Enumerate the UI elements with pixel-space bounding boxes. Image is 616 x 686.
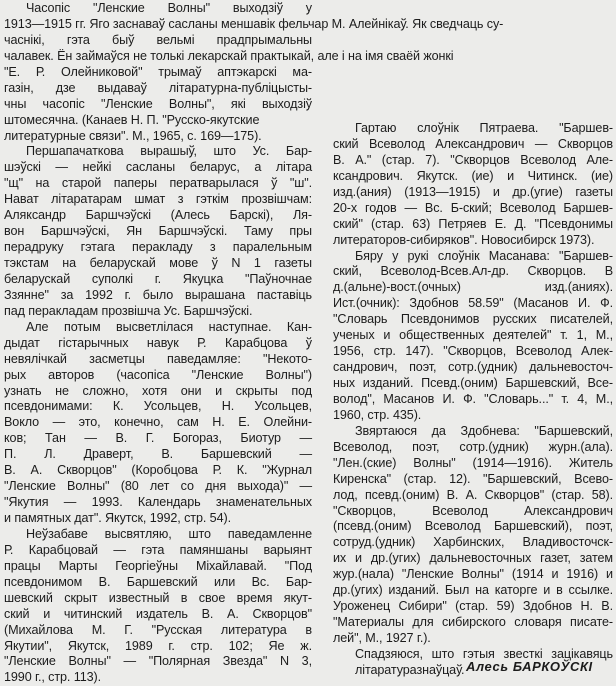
text-line: ученых и общественных деятелей" т. 1, М., [333,328,613,343]
text-line: Ззянне" за 1992 г. было вырашана паставіць [4,287,312,302]
text-line: 1956, стр. 147). "Скворцов, Всеволод Алек- [333,344,613,359]
text-line: Всеволод, поэт, сотр.(удник) журн.(ала). [333,439,613,454]
text-line: Неўзабаве высвятляю, што паведамленне [26,526,312,541]
text-line: "Ленские Волны" — "Полярная Звезда" N 3, [4,654,312,669]
text-line: лей", М., 1927 г.). [333,631,431,645]
text-line: Гартаю слоўнік Пятраева. "Баршев- [355,121,613,135]
text-line: литературные связи". М., 1965, с. 169—175). [4,128,262,143]
text-line: Але потым высветлілася наступнае. Кан- [26,319,312,334]
text-line: беларускай суполкі г. Якуцка "Паўночнае [4,271,312,286]
text-line: 1913—1915 гг. Яго заснаваў сасланы меншавік фельчар М. Алейнікаў. Як сведчаць су- [4,16,504,31]
text-line: их и др.(угих) дальневосточных газет, затем [333,551,613,566]
text-line: "Словарь Псевдонимов русских писателей, [333,312,613,327]
text-line: літаратуразнаўцаў. [355,662,465,677]
text-line: шэўскі — нейкі сасланы беларус, а літара [4,160,312,175]
text-line: перадруку гэтага перакладу з паралельным [4,240,312,255]
text-line: псевдонимами: К. Усольцев, Н. Усольцев, [4,399,312,414]
text-line: и памятных дат". Якутск, 1992, стр. 54). [4,511,231,525]
text-line: Звяртаюся да Здобнева: "Баршевский, [355,423,613,438]
text-line: (псевд.(оним) Всеволод Баршевский), поэт, [333,519,613,534]
text-line: изд.(ания) (1913—1915) и др.(угие) газеты [333,184,613,199]
text-line: Бяру у рукі слоўнік Масанава: "Баршев- [355,248,613,263]
text-line: "Материалы для сибирского словаря писате- [333,615,613,630]
text-line: П. Л. Драверт, В. Баршевский — [4,447,312,462]
text-line: Р. Карабцовай — гэта памяншаны варыянт [4,542,312,557]
text-line: "щ" на старой паперы ператварылася ў "ш". [4,176,312,191]
text-line: чалавек. Ён займаўся не толькі лекарскай практыкай, але і на імя сваёй жонкі [4,48,454,63]
text-line: 20-х годов — Вс. Б-ский; Всеволод Баршев- [333,200,613,215]
text-line: жур.(нала) "Ленские Волны" (1914 и 1916) и [333,567,613,582]
text-line: чны часопіс "Ленские Волны", які выходзіў [4,96,312,111]
text-line: шевский скрыт известный в свое время якут- [4,590,312,605]
text-line: "Ленские Волны" (80 лет со дня выхода)" — [4,479,312,494]
text-line: ский и читинский издатель В. А. Скворцов" [4,606,312,621]
text-line: д.(альне)-вост.(очных) изд.(аниях). [333,280,613,295]
text-line: лод, псевд.(оним) В. А. Скворцов" (стар. 58). [333,487,613,502]
text-line: невялічкай заcметцы паведамляе: "Некото- [4,351,312,366]
text-line: дыдат гістарычных навук Р. Карабцова ў [4,335,312,350]
text-line: (Михайлова М. Г. "Русская литература в [4,622,312,637]
text-line: Часопіс "Ленские Волны" выходзіў у [26,1,312,15]
text-line: ков; Тан — В. Г. Богораз, Биотур — [4,431,312,446]
text-line: Ист.(очник): Здобнов 58.59" (Масанов И. Ф. [333,296,613,311]
text-line: ский" (стар. 63) Петряев Е. Д. "Псевдонимы [333,216,613,231]
text-line: штомесячна. (Канаев Н. П. "Русско-якутские [4,112,260,127]
text-line: газін, дзе выдаваў літаратурна-публіцысты- [4,80,312,95]
text-line: ский Всеволод Александрович — Скворцов [333,136,613,151]
text-line: вон Баршчэўскі, Ян Баршчэўскі. Таму пры [4,224,312,239]
text-line: Аляксандр Баршчэўскі (Алесь Барскі), Ля- [4,208,312,223]
text-line: рых авторов (часопіса "Ленские Волны") [4,367,312,382]
text-line: "Скворцов, Всеволод Александрович [333,503,613,518]
text-line: ных изданий. Псевд.(оним) Баршевский, Все- [333,376,613,390]
text-line: узнать не сложно, хотя они и скрыты под [4,383,312,398]
text-line: псевдонимом В. Баршевский или Вс. Бар- [4,574,312,589]
text-line: тэкстам на беларускай мове ў N 1 газеты [4,256,312,270]
text-line: др.(угих) изданий. Был на каторге и в ссылке. [333,583,613,598]
text-line: ксандрович. Якутск. (ие) и Читинск. (ие) [333,168,613,183]
text-line: "Якутия — 1993. Календарь знаменательных [4,495,312,510]
author-signature: Алесь БАРКОЎСКІ [466,659,593,674]
text-line: Вокло — это, конечно, сам Н. Е. Олейни- [4,415,312,430]
text-line: В. А." (стар. 7). "Скворцов Всеволод Але- [333,152,613,167]
text-line: 1960, стр. 435). [333,407,422,422]
text-line: часнікі, гэта быў вельмі прадпрымальны [4,32,312,47]
text-line: Спадзяюся, што гэтыя звесткі зацікавяць [355,646,613,661]
text-line: сандрович, поэт, сотр.(удник) дальневосточ- [333,360,613,375]
text-line: ский, Всеволод-Всев.Ал-др. Скворцов. В [333,264,613,279]
text-line: пад перакладам прозвішча Ус. Баршчэўскі. [4,303,253,318]
text-line: литераторов-сибиряков". Новосибирск 1973). [333,232,595,247]
text-line: "Лен.(ские) Волны" (1914—1916). Житель [333,455,613,470]
text-line: сотруд.(удник) Харбинских, Владивосточск- [333,535,613,550]
text-line: працы Марты Георгіеўны Міхайлавай. "Под [4,558,312,573]
text-line: "Е. Р. Олейниковой" трымаў аптэкарскі ма- [4,64,312,79]
text-line: волод", Масанов И. Ф. "Словарь..." т. 4, М., [333,391,613,406]
right-column-text [333,0,613,679]
text-line: 1990 г., стр. 113). [4,670,102,685]
text-line: В. А. Скворцов" (Коробцова Р. К. "Журнал [4,463,312,478]
right-column [333,0,613,679]
text-line: Киренска" (стар. 12). "Баршевский, Всево- [333,471,613,486]
text-line: Уроженец Сибири" (стар. 59) Здобнов Н. В. [333,599,613,614]
text-line: Нават літаратарам шмат з гэткім прозвішчам: [4,192,312,207]
text-line: Якутии", Якутск, 1989 г. стр. 102; Яе ж. [4,638,312,653]
text-line: Першапачаткова вырашыў, што Ус. Бар- [26,144,312,159]
